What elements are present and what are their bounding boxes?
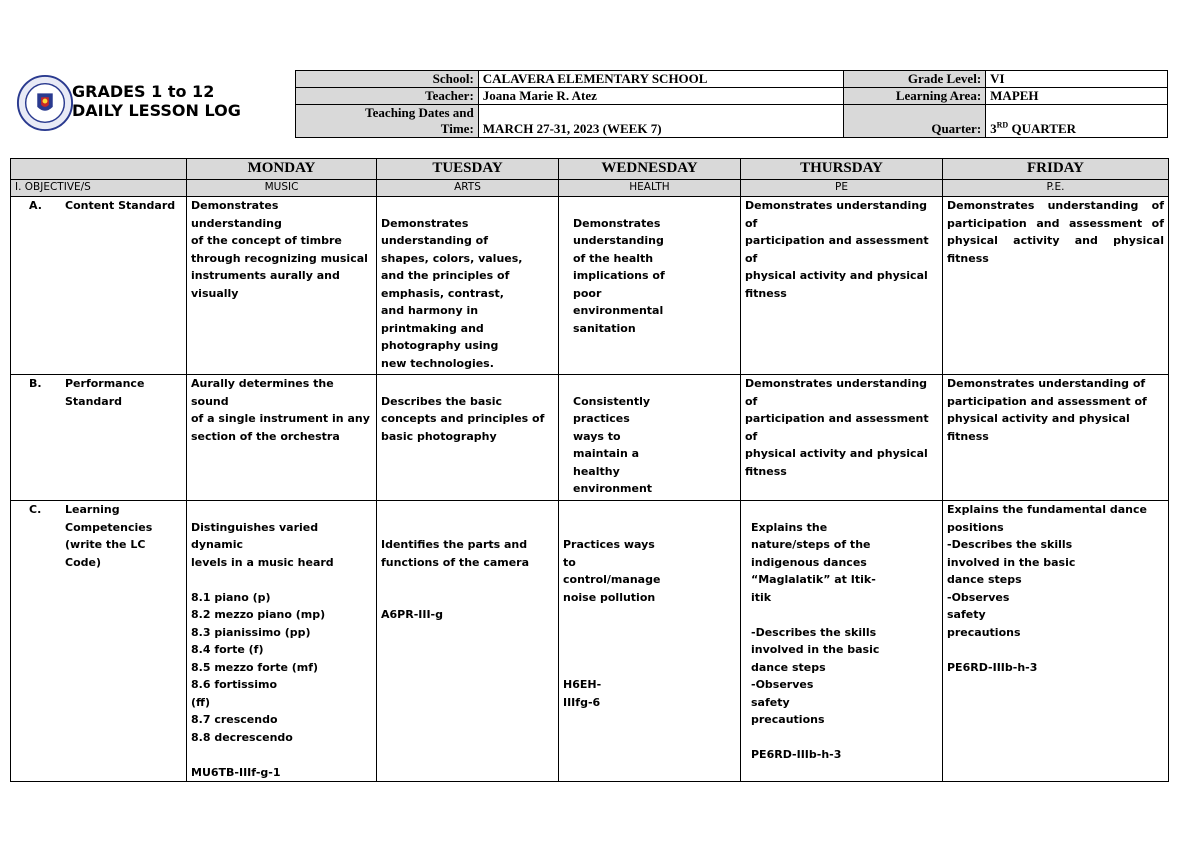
lesson-log-table bbox=[10, 158, 1169, 782]
table-cell: Practices ways to control/manage noise pollution H6EH- IIIfg-6 bbox=[559, 501, 741, 782]
subject-label: PE bbox=[741, 180, 943, 197]
day-header: FRIDAY bbox=[943, 159, 1169, 180]
row-label bbox=[11, 197, 187, 375]
row-name: Learning Competencies (write the LC Code) bbox=[65, 503, 153, 569]
day-header: WEDNESDAY bbox=[559, 159, 741, 180]
row-name: Content Standard bbox=[65, 199, 176, 212]
header bbox=[10, 70, 1168, 138]
day-header: MONDAY bbox=[187, 159, 377, 180]
dates-value: MARCH 27-31, 2023 (WEEK 7) bbox=[478, 105, 844, 138]
row-name: Performance Standard bbox=[65, 377, 145, 408]
row-label bbox=[11, 375, 187, 501]
area-value: MAPEH bbox=[986, 88, 1168, 105]
dates-label-line-1: Teaching Dates and bbox=[365, 105, 474, 120]
table-cell: Describes the basic concepts and principles of basic photography bbox=[377, 375, 559, 501]
grade-label: Grade Level: bbox=[844, 71, 986, 88]
days-header-row bbox=[11, 159, 1169, 180]
row-label bbox=[11, 501, 187, 782]
teacher-label: Teacher: bbox=[296, 88, 479, 105]
table-cell: Explains the fundamental dance positions -Describes the skills involved in the basic dance steps -Observes safety precautions PE6RD-IIIb-h-3 bbox=[943, 501, 1169, 782]
school-label: School: bbox=[296, 71, 479, 88]
subject-label: HEALTH bbox=[559, 180, 741, 197]
corner-cell bbox=[11, 159, 187, 180]
row-letter: B. bbox=[29, 377, 42, 390]
table-cell: Identifies the parts and functions of the camera A6PR-III-g bbox=[377, 501, 559, 782]
table-cell: Distinguishes varied dynamic levels in a music heard 8.1 piano (p) 8.2 mezzo piano (mp) 8.3 pianissimo (pp) 8.4 forte (f) 8.5 mezzo forte (mf) 8.6 fortissimo (ff) 8.7 crescendo 8.8 decrescendo MU6TB-IIIf-g-1 bbox=[187, 501, 377, 782]
dates-label bbox=[296, 105, 479, 138]
table-cell: Demonstrates understanding of participation and assessment of physical activity and physical fitness bbox=[741, 375, 943, 501]
day-header: TUESDAY bbox=[377, 159, 559, 180]
info-table bbox=[295, 70, 1168, 138]
table-cell: Consistently practices ways to maintain a healthy environment bbox=[559, 375, 741, 501]
quarter-value bbox=[986, 105, 1168, 138]
subjects-row bbox=[11, 180, 1169, 197]
table-cell: Demonstrates understanding of participation and assessment of physical activity and physical fitness bbox=[943, 375, 1169, 501]
quarter-suffix: RD bbox=[996, 120, 1009, 130]
grade-value: VI bbox=[986, 71, 1168, 88]
quarter-text: QUARTER bbox=[1008, 121, 1077, 136]
table-cell: Demonstrates understanding of shapes, colors, values, and the principles of emphasis, contrast, and harmony in printmaking and photography using new technologies. bbox=[377, 197, 559, 375]
school-value: CALAVERA ELEMENTARY SCHOOL bbox=[478, 71, 844, 88]
day-header: THURSDAY bbox=[741, 159, 943, 180]
performance-standard-row bbox=[11, 375, 1169, 501]
subject-label: ARTS bbox=[377, 180, 559, 197]
quarter-number: 3 bbox=[990, 121, 997, 136]
title-line-1: GRADES 1 to 12 bbox=[72, 82, 215, 101]
subject-label: MUSIC bbox=[187, 180, 377, 197]
table-cell: Demonstrates understanding of participation and assessment of physical activity and physical fitness bbox=[741, 197, 943, 375]
objectives-label: I. OBJECTIVE/S bbox=[11, 180, 187, 197]
learning-competencies-row bbox=[11, 501, 1169, 782]
teacher-value: Joana Marie R. Atez bbox=[478, 88, 844, 105]
area-label: Learning Area: bbox=[844, 88, 986, 105]
deped-seal-icon bbox=[16, 74, 74, 132]
quarter-label: Quarter: bbox=[844, 105, 986, 138]
title-line-2: DAILY LESSON LOG bbox=[72, 101, 241, 120]
row-letter: A. bbox=[29, 199, 42, 212]
dates-label-line-2: Time: bbox=[440, 121, 474, 136]
table-cell: Demonstrates understanding of the health implications of poor environmental sanitation bbox=[559, 197, 741, 375]
table-cell: Aurally determines the sound of a single instrument in any section of the orchestra bbox=[187, 375, 377, 501]
table-cell: Demonstrates understanding of the concept of timbre through recognizing musical instruments aurally and visually bbox=[187, 197, 377, 375]
subject-label: P.E. bbox=[943, 180, 1169, 197]
document-title bbox=[72, 82, 241, 120]
content-standard-row bbox=[11, 197, 1169, 375]
row-letter: C. bbox=[29, 503, 42, 516]
table-cell: Demonstrates understanding of participation and assessment of physical activity and physical fitness bbox=[943, 197, 1169, 375]
table-cell: Explains the nature/steps of the indigenous dances “Maglalatik” at Itik- itik -Describes the skills involved in the basic dance steps -Observes safety precautions PE6RD-IIIb-h-3 bbox=[741, 501, 943, 782]
